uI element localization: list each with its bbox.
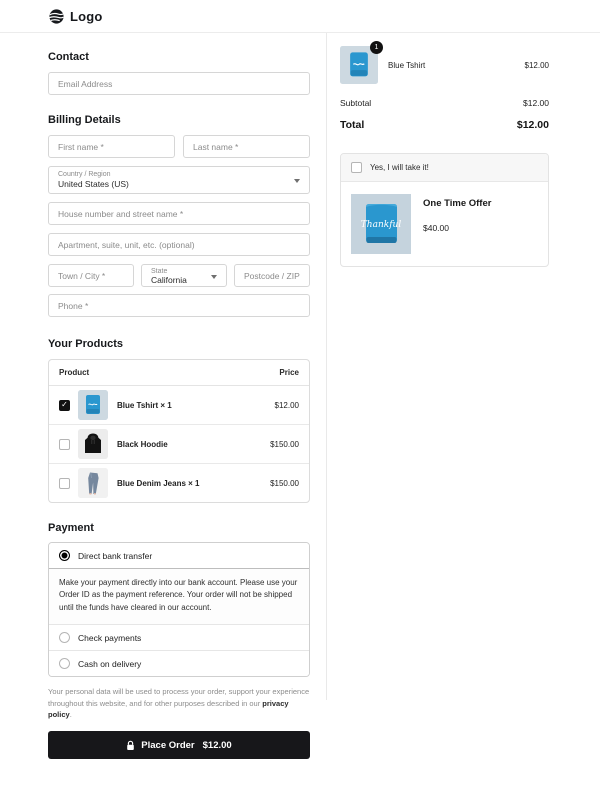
product-row-black-hoodie <box>49 425 309 464</box>
payment-option-direct-bank-transfer[interactable] <box>49 543 309 568</box>
offer-text-col <box>423 194 491 254</box>
checkout-form <box>48 33 310 759</box>
logo[interactable] <box>48 8 103 25</box>
contact-heading: Contact <box>48 51 89 63</box>
product-price: $150.00 <box>270 478 299 488</box>
price-column-header: Price <box>279 368 299 377</box>
products-table-header <box>49 360 309 386</box>
blue-tshirt-thumbnail <box>78 390 108 420</box>
product-name: Blue Denim Jeans × 1 <box>117 478 200 488</box>
state-label: State <box>151 268 168 275</box>
summary-item-thumbnail-wrap <box>340 46 378 84</box>
payment-methods <box>48 542 310 677</box>
privacy-notice <box>48 686 310 721</box>
offer-checkbox-label: Yes, I will take it! <box>370 163 429 172</box>
one-time-offer-card <box>340 153 549 267</box>
payment-option-label: Direct bank transfer <box>78 550 153 561</box>
privacy-text: Your personal data will be used to process your order, support your experience throughout this website, and for other purposes described in our <box>48 687 310 708</box>
postcode-input[interactable] <box>234 264 310 287</box>
offer-body <box>341 182 548 266</box>
products-table <box>48 359 310 503</box>
city-input[interactable] <box>48 264 134 287</box>
top-header <box>0 0 600 33</box>
product-row-blue-denim-jeans <box>49 464 309 502</box>
radio-unselected-icon[interactable] <box>59 658 70 669</box>
product-price: $12.00 <box>274 400 299 410</box>
offer-checkbox-unchecked[interactable] <box>351 162 362 173</box>
summary-item-name: Blue Tshirt <box>388 60 426 70</box>
column-divider <box>326 33 327 700</box>
privacy-policy-link[interactable]: privacy policy <box>48 698 289 720</box>
payment-option-label: Cash on delivery <box>78 658 142 669</box>
order-summary <box>340 33 549 759</box>
subtotal-value: $12.00 <box>523 98 549 108</box>
place-order-amount: $12.00 <box>202 739 232 751</box>
state-value: California <box>151 275 187 285</box>
logo-sphere-icon <box>48 8 65 25</box>
product-column-header: Product <box>59 368 90 377</box>
last-name-input[interactable] <box>183 135 310 158</box>
subtotal-label: Subtotal <box>340 98 372 108</box>
product-checkbox-checked[interactable]: ✓ <box>59 400 70 411</box>
lock-icon <box>126 740 135 751</box>
product-row-blue-tshirt <box>49 386 309 425</box>
state-select[interactable] <box>141 264 227 287</box>
blue-tshirt-thumbnail <box>340 71 378 88</box>
offer-shirt-text: Thankful <box>360 220 402 230</box>
black-hoodie-thumbnail <box>78 429 108 459</box>
radio-unselected-icon[interactable] <box>59 632 70 643</box>
chevron-down-icon <box>294 179 300 183</box>
billing-heading: Billing Details <box>48 114 121 126</box>
quantity-badge: 1 <box>370 41 383 54</box>
privacy-suffix: . <box>69 710 72 720</box>
address1-input[interactable] <box>48 202 310 225</box>
summary-item-row <box>340 46 549 84</box>
total-value: $12.00 <box>516 119 549 131</box>
logo-text: Logo <box>70 8 103 24</box>
country-label: Country / Region <box>58 171 111 178</box>
phone-input[interactable] <box>48 294 310 317</box>
address2-input[interactable] <box>48 233 310 256</box>
product-name: Blue Tshirt × 1 <box>117 400 172 410</box>
payment-heading: Payment <box>48 522 94 534</box>
offer-tshirt-image <box>351 194 411 254</box>
total-label: Total <box>340 119 365 131</box>
radio-selected-icon[interactable] <box>59 550 70 561</box>
product-checkbox-unchecked[interactable] <box>59 478 70 489</box>
country-value: United States (US) <box>58 179 129 189</box>
country-select[interactable] <box>48 166 310 194</box>
payment-option-label: Check payments <box>78 632 142 643</box>
product-checkbox-unchecked[interactable] <box>59 439 70 450</box>
payment-option-cash-on-delivery[interactable] <box>49 650 309 676</box>
payment-method-description: Make your payment directly into our bank account. Please use your Order ID as the payment reference. Your order will not be shipped until the funds have cleared in our account. <box>49 568 309 624</box>
offer-price: $40.00 <box>423 223 449 233</box>
summary-item-price: $12.00 <box>524 60 549 70</box>
chevron-down-icon <box>211 275 217 279</box>
place-order-button[interactable] <box>48 731 310 759</box>
offer-title: One Time Offer <box>423 198 492 209</box>
place-order-label: Place Order <box>141 739 195 751</box>
subtotal-row <box>340 98 549 108</box>
product-price: $150.00 <box>270 439 299 449</box>
products-heading: Your Products <box>48 338 123 350</box>
first-name-input[interactable] <box>48 135 175 158</box>
payment-option-selected-wrap <box>48 542 310 625</box>
blue-denim-jeans-thumbnail <box>78 468 108 498</box>
product-name: Black Hoodie <box>117 439 168 449</box>
payment-option-check-payments[interactable] <box>49 624 309 650</box>
total-row <box>340 119 549 131</box>
email-input[interactable] <box>48 72 310 95</box>
offer-accept-row[interactable] <box>341 154 548 182</box>
